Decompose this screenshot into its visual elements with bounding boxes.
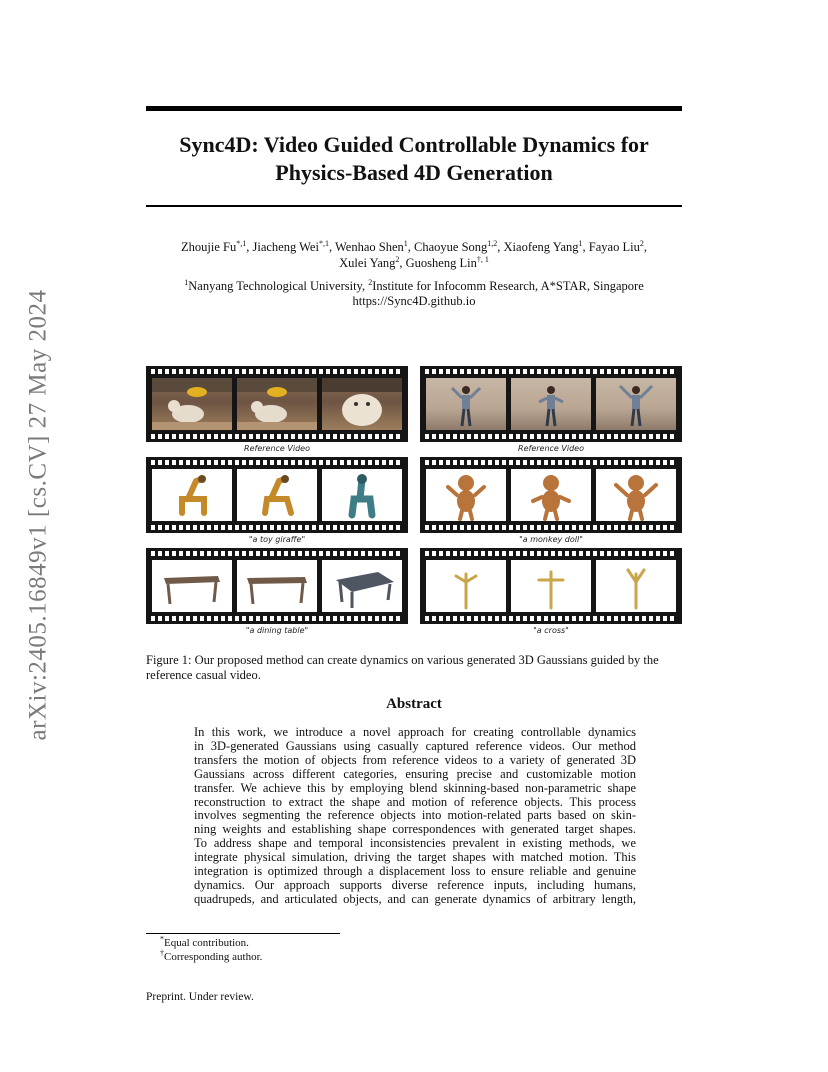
preprint-note: Preprint. Under review. bbox=[146, 991, 254, 1003]
cross-frame-2 bbox=[511, 560, 591, 612]
title-line-2: Physics-Based 4D Generation bbox=[275, 160, 553, 185]
table-frame-3 bbox=[322, 560, 402, 612]
arxiv-sidebar bbox=[14, 270, 62, 760]
giraffe-frame-3 bbox=[322, 469, 402, 521]
project-url[interactable]: https://Sync4D.github.io bbox=[352, 294, 476, 308]
caption-cross: "a cross" bbox=[533, 626, 569, 635]
caption-monkey-doll: "a monkey doll" bbox=[519, 535, 583, 544]
abstract-line: Gaussians across different categories, ensuring precise and customizable motion bbox=[194, 766, 636, 781]
abstract-line: quadrupeds, and articulated objects, and can generate dynamics of arbitrary length, bbox=[194, 891, 636, 906]
caption-reference-video-left: Reference Video bbox=[244, 444, 310, 453]
author: Xiaofeng Yang$^1$ bbox=[503, 238, 583, 254]
monkey-frame-2 bbox=[511, 469, 591, 521]
abstract-line: transfers the motion of objects from reference videos to a variety of generated 3D bbox=[194, 752, 636, 767]
caption-reference-video-right: Reference Video bbox=[518, 444, 584, 453]
abstract-line: transfer. We achieve this by employing blend skinning-based non-parametric shape bbox=[194, 780, 636, 795]
cross-frame-3 bbox=[596, 560, 676, 612]
human-frame-1 bbox=[426, 378, 506, 430]
abstract-body bbox=[194, 726, 636, 907]
film-strip-giraffe bbox=[146, 457, 408, 533]
abstract-line: in 3D-generated Gaussians using casually captured reference videos. Our method bbox=[194, 738, 636, 753]
footnote-rule bbox=[146, 933, 340, 934]
cat-frame-1 bbox=[152, 378, 232, 430]
title-rule-bottom bbox=[146, 205, 682, 207]
author: Xulei Yang$^2$ bbox=[339, 254, 400, 270]
abstract-line: integrate physical simulation, driving the target shapes with matched motion. This bbox=[194, 850, 636, 865]
caption-toy-giraffe: "a toy giraffe" bbox=[248, 535, 306, 544]
abstract-heading: Abstract bbox=[386, 696, 442, 712]
cat-frame-3 bbox=[322, 378, 402, 430]
figure-1 bbox=[146, 366, 682, 640]
giraffe-frame-1 bbox=[152, 469, 232, 521]
table-frame-2 bbox=[237, 560, 317, 612]
film-strip-cat bbox=[146, 366, 408, 442]
film-strip-monkey bbox=[420, 457, 682, 533]
author: Jiacheng Wei$^{*,1}$ bbox=[252, 238, 329, 254]
abstract-line: In this work, we introduce a novel approach for creating controllable dynamics bbox=[194, 725, 636, 739]
arxiv-id: arXiv:2405.16849v1 [cs.CV] 27 May 2024 bbox=[24, 289, 51, 741]
title-line-1: Sync4D: Video Guided Controllable Dynamics for bbox=[179, 132, 649, 157]
monkey-frame-1 bbox=[426, 469, 506, 521]
film-strip-cross bbox=[420, 548, 682, 624]
human-frame-2 bbox=[511, 378, 591, 430]
abstract-line: involves segmenting the reference objects into motion-related parts based on skin- bbox=[194, 808, 636, 823]
footnote-equal: *Equal contribution. bbox=[160, 934, 249, 949]
monkey-frame-3 bbox=[596, 469, 676, 521]
affiliations: $^1$Nanyang Technological University, $^2$Institute for Infocomm Research, A*STAR, Singapore https://Sync4D.github.io bbox=[184, 277, 644, 308]
author: Fayao Liu$^2$ bbox=[588, 238, 644, 254]
abstract-line: ning weights and establishing shape correspondences with generated target shapes. bbox=[194, 822, 636, 837]
title-rule-top bbox=[146, 106, 682, 111]
film-strip-human bbox=[420, 366, 682, 442]
author: Wenhao Shen$^1$ bbox=[334, 238, 408, 254]
cross-frame-1 bbox=[426, 560, 506, 612]
author: Chaoyue Song$^{1,2}$ bbox=[414, 238, 498, 254]
footnote-corresponding: †Corresponding author. bbox=[160, 948, 263, 963]
author: Zhoujie $Fu^{*,1}$ bbox=[181, 238, 247, 254]
paper-title bbox=[146, 131, 682, 187]
figure-caption: Figure 1: Our proposed method can create dynamics on various generated 3D Gaussians guided by the reference casual video. bbox=[146, 653, 659, 682]
abstract-line: To address shape and temporal inconsistencies prevalent in existing methods, we bbox=[194, 836, 636, 851]
caption-dining-table: "a dining table" bbox=[245, 626, 309, 635]
abstract-line: reconstruction to extract the shape and motion of reference objects. This process bbox=[194, 794, 636, 809]
abstract-line: integration is optimized through a displacement loss to ensure reliable and genuine bbox=[194, 864, 636, 879]
author-list: Zhoujie $Fu^{*,1}$, Jiacheng Wei$^{*,1}$, Wenhao Shen$^1$, Chaoyue Song$^{1,2}$, Xiaofeng Yang$^1$, Fayao Liu$^2$, Xulei Yang$^2$, Guosheng Lin$^{\dagger, 1}$ bbox=[181, 238, 647, 270]
cat-frame-2 bbox=[237, 378, 317, 430]
table-frame-1 bbox=[152, 560, 232, 612]
footnotes bbox=[160, 936, 560, 964]
giraffe-frame-2 bbox=[237, 469, 317, 521]
abstract-line: dynamics. Our approach supports diverse reference inputs, including humans, bbox=[194, 877, 636, 892]
human-frame-3 bbox=[596, 378, 676, 430]
film-strip-table bbox=[146, 548, 408, 624]
author: Guosheng Lin$^{\dagger, 1}$ bbox=[405, 254, 489, 270]
